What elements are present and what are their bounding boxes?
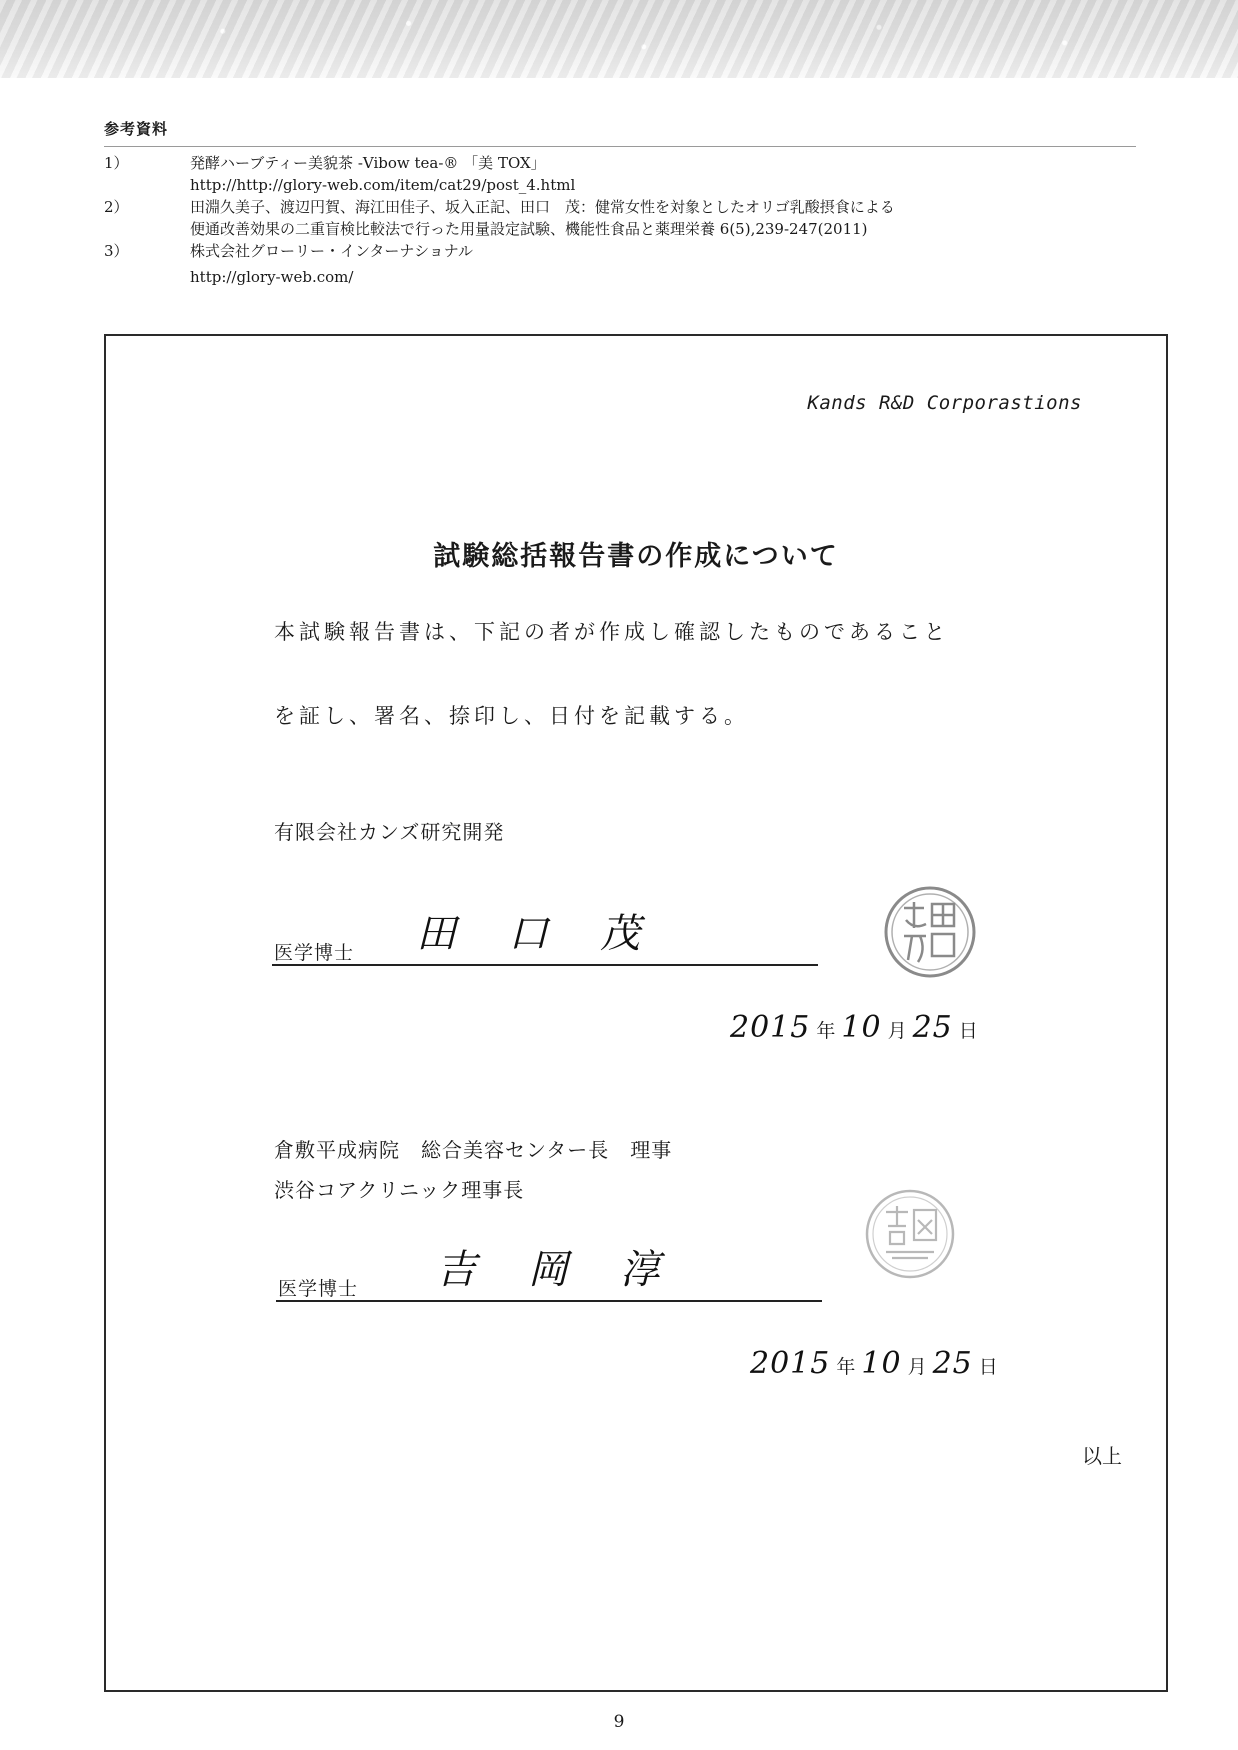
reference-item <box>104 152 1144 196</box>
signer2-signature-line <box>276 1300 822 1302</box>
signer1-title-label: 医学博士 <box>274 942 355 964</box>
reference-line: 便通改善効果の二重盲検比較法で行った用量設定試験、機能性食品と薬理栄養 6(5),239-247(2011) <box>190 220 868 238</box>
reference-item <box>104 240 1144 288</box>
statement-line-2: を証し、署名、捺印し、日付を記載する。 <box>274 704 749 728</box>
signer1-organization: 有限会社カンズ研究開発 <box>274 820 505 844</box>
reference-url: http://glory-web.com/ <box>190 268 354 286</box>
signer2-signature: 吉 岡 淳 <box>436 1247 666 1293</box>
signer1-seal-icon <box>882 884 978 980</box>
corporation-name: Kands R&D Corporastions <box>807 392 1082 414</box>
signer1-signature-line <box>272 964 818 966</box>
references-divider <box>104 146 1136 147</box>
closing-mark: 以上 <box>1082 1444 1122 1468</box>
references-heading: 参考資料 <box>104 120 169 138</box>
signer2-date-month: 10 <box>861 1346 902 1381</box>
signer1-signature: 田 口 茂 <box>416 911 646 957</box>
certificate-title: 試験総括報告書の作成について <box>433 541 839 572</box>
signer2-date-day: 25 <box>932 1346 973 1381</box>
certificate-box <box>104 334 1168 1692</box>
reference-line: 株式会社グローリー・インターナショナル <box>190 242 474 260</box>
reference-line: 発酵ハーブティー美貌茶 -Vibow tea-® 「美 TOX」 <box>190 154 546 172</box>
signer2-date-year: 2015 <box>750 1346 831 1381</box>
signer2-date: 2015 年 10 月 25 日 <box>750 1346 998 1381</box>
signer2-seal-icon <box>862 1186 958 1282</box>
page-number: 9 <box>613 1712 625 1732</box>
reference-number: 2） <box>104 198 129 216</box>
statement-line-1: 本試験報告書は、下記の者が作成し確認したものであること <box>274 620 949 644</box>
signer1-date-month: 10 <box>841 1010 882 1045</box>
signer2-title-label: 医学博士 <box>278 1278 359 1300</box>
references-list <box>104 152 1144 288</box>
signer2-affiliation-2: 渋谷コアクリニック理事長 <box>274 1178 525 1202</box>
reference-url: http://http://glory-web.com/item/cat29/post_4.html <box>190 176 576 194</box>
reference-line: 田淵久美子、渡辺円賀、海江田佳子、坂入正記、田口 茂：健常女性を対象としたオリゴ乳酸摂食による <box>190 198 895 216</box>
signer1-date-year: 2015 <box>730 1010 811 1045</box>
reference-number: 3） <box>104 242 129 260</box>
signer2-affiliation-1: 倉敷平成病院 総合美容センター長 理事 <box>274 1138 673 1162</box>
reference-item <box>104 196 1144 240</box>
header-banner <box>0 0 1238 78</box>
signer1-date: 2015 年 10 月 25 日 <box>730 1010 978 1045</box>
signer1-date-day: 25 <box>912 1010 953 1045</box>
reference-number: 1） <box>104 154 129 172</box>
